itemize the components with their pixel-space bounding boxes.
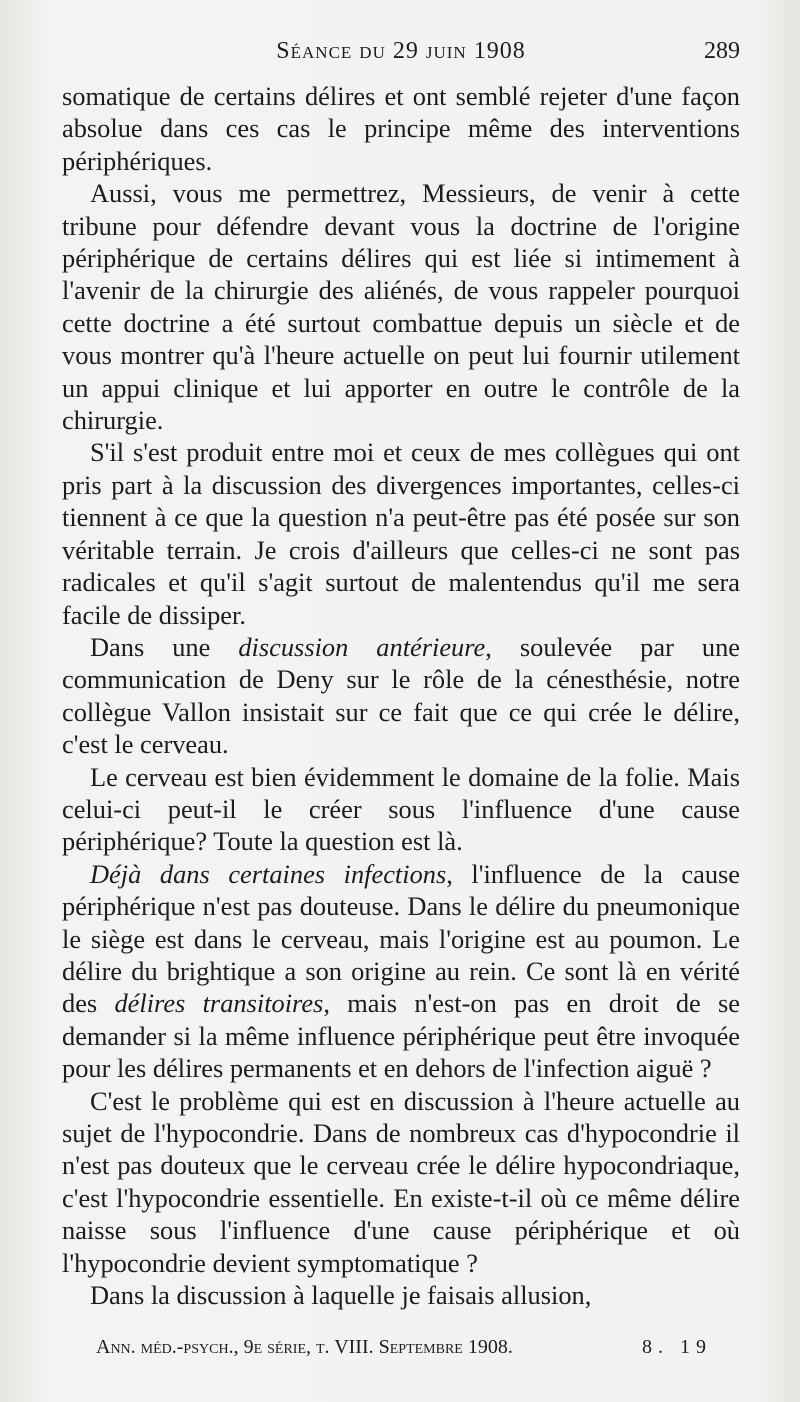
text-span: , l'influence de la cause périphérique n'est pas douteuse. Dans le délire du pneumonique le siège est dans le cerveau, mais l'origine est au poumon. Le délire du brightique a son origine au rein. Ce sont là en vérité des (62, 858, 740, 1019)
paragraph-divergences: S'il s'est produit entre moi et ceux de mes collègues qui ont pris part à la discussion des divergences importantes, celles-ci tiennent à ce que la question n'a peut-être pas été posée sur son véritable terrain. Je crois d'ailleurs que celles-ci ne sont pas radicales et qu'il s'agit surtout de malentendus qu'il me sera facile de dissiper. (62, 437, 740, 630)
body-text (62, 80, 740, 1311)
paragraph-hypocondrie: C'est le problème qui est en discussion à l'heure actuelle au sujet de l'hypocondrie. Dans de nombreux cas d'hypocondrie il n'est pas douteux que le cerveau crée le délire hypocondriaque, c'est l'hypocondrie essentielle. En existe-t-il où ce même délire naisse sous l'influence d'une cause périphérique et où l'hypocondrie devient symptomatique ? (62, 1085, 740, 1278)
printer-signature: 8. 19 (642, 1336, 712, 1358)
paragraph-continued: somatique de certains délires et ont semblé rejeter d'une façon absolue dans ces cas le principe même des interventions périphériques. (62, 81, 740, 176)
text-span: Dans une (90, 631, 239, 662)
page-number: 289 (704, 38, 740, 64)
running-title: Séance du 29 juin 1908 (276, 38, 526, 64)
paragraph-tribune: Aussi, vous me permettrez, Messieurs, de venir à cette tribune pour défendre devant vous la doctrine de l'origine périphérique de certains délires qui est liée si intimement à l'avenir de la chirurgie des aliénés, de vous rappeler pourquoi cette doctrine a été surtout combattue depuis un siècle et de vous montrer qu'à l'heure actuelle on peut lui fournir utilement un appui clinique et lui apporter en outre le contrôle de la chirurgie. (62, 178, 740, 436)
italic-phrase: Déjà dans certaines infections (90, 858, 447, 889)
text-span: , mais n'est-on pas en droit de se demander si la même influence périphérique peut être invoquée pour les délires permanents et en dehors de l'infection aiguë ? (62, 988, 740, 1084)
paragraph-discussion-anterieure (62, 631, 740, 761)
paragraph-infections (62, 858, 740, 1085)
page-footer (96, 1336, 712, 1366)
paragraph-cerveau: Le cerveau est bien évidemment le domaine de la folie. Mais celui-ci peut-il le créer sous l'influence d'une cause périphérique? Toute la question est là. (62, 761, 740, 857)
page-header (62, 38, 740, 72)
text-span: , soulevée par une communication de Deny sur le rôle de la cénesthésie, notre collègue Vallon insistait sur ce fait que ce qui crée le délire, c'est le cerveau. (62, 631, 740, 760)
journal-citation: Ann. méd.-psych., 9e série, t. VIII. Septembre 1908. (96, 1336, 513, 1358)
paragraph-allusion: Dans la discussion à laquelle je faisais allusion, (90, 1280, 592, 1311)
italic-phrase: délires transitoires (114, 988, 324, 1019)
italic-phrase: discussion antérieure (238, 631, 486, 662)
